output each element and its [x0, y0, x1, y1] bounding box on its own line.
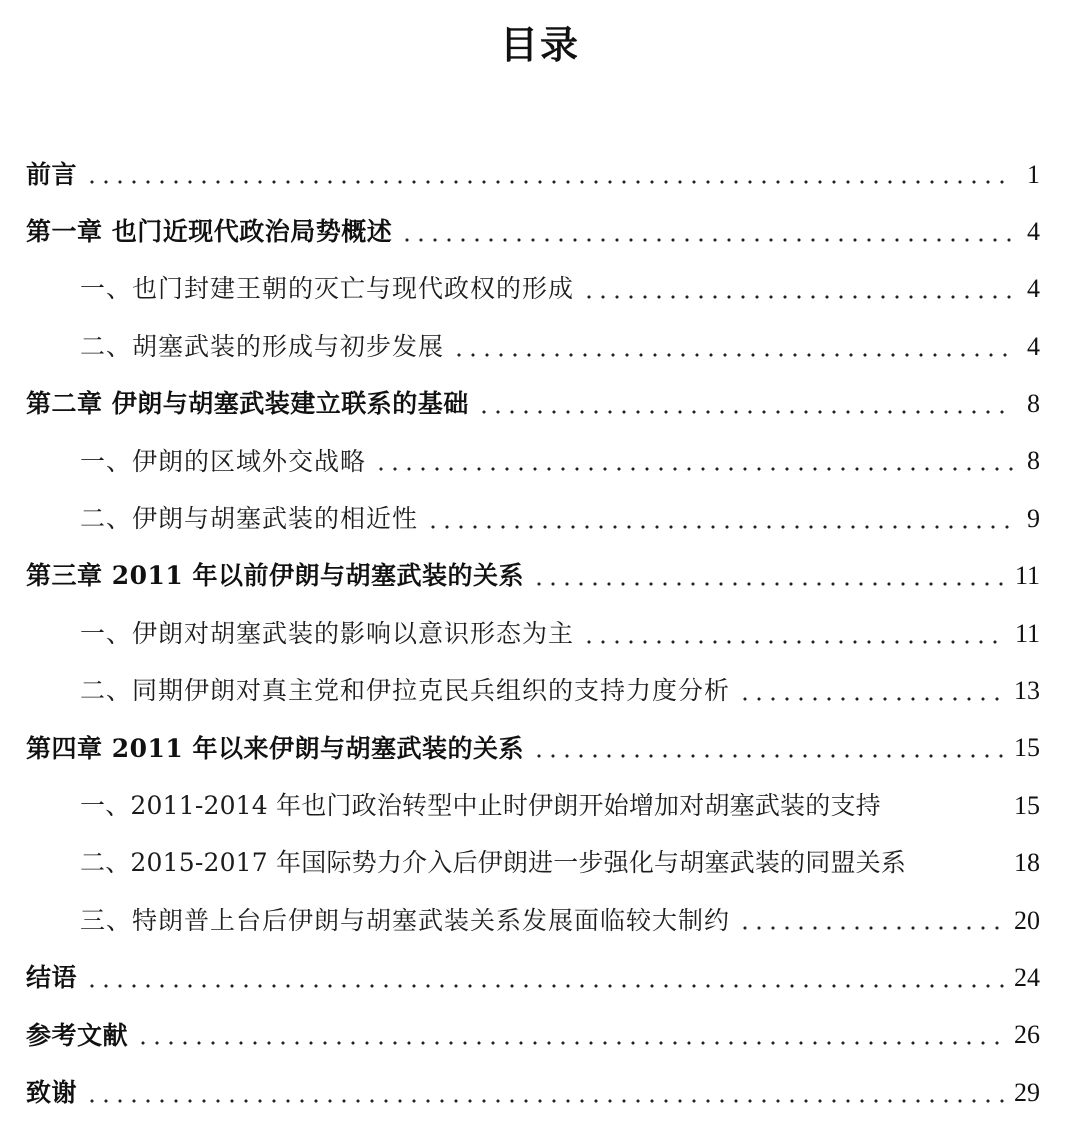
dot-leader: [452, 352, 1014, 358]
toc-entry-chapter-4: [26, 714, 1040, 771]
toc-page-number: 13: [1014, 676, 1040, 706]
dot-leader: [400, 237, 1014, 243]
dot-leader: [426, 524, 1014, 530]
dot-leader: [85, 179, 1014, 185]
toc-entry-references: [26, 1001, 1040, 1058]
toc-page-number: 15: [1014, 733, 1040, 763]
toc-entry-section-3-2: [26, 657, 1040, 714]
dot-leader: [477, 409, 1014, 415]
dot-leader: [914, 868, 1006, 874]
toc-entry-section-2-2: [26, 484, 1040, 541]
toc-entry-label: 致谢: [26, 1077, 78, 1107]
toc-page-number: 4: [1027, 216, 1040, 246]
toc-page-number: 9: [1027, 503, 1040, 533]
toc-entry-section-3-1: [26, 599, 1040, 656]
dot-leader: [532, 753, 1006, 759]
dot-leader: [582, 639, 1007, 645]
toc-entry-conclusion: [26, 943, 1040, 1000]
toc-entry-section-2-1: [26, 427, 1040, 484]
toc-page-number: 18: [1014, 848, 1040, 878]
toc-entry-section-1-2: [26, 312, 1040, 369]
toc-entry-label: 一、伊朗对胡塞武装的影响以意识形态为主: [80, 618, 575, 648]
toc-page-number: 8: [1027, 389, 1040, 419]
dot-leader: [582, 294, 1014, 300]
toc-entry-chapter-2: [26, 370, 1040, 427]
toc-entry-section-4-3: [26, 886, 1040, 943]
toc-entry-chapter-1: [26, 197, 1040, 254]
toc-entry-section-4-2: [26, 829, 1040, 886]
toc-entry-acknowledgements: [26, 1058, 1040, 1115]
toc-page-number: 15: [1014, 790, 1040, 820]
toc-page-number: 29: [1014, 1077, 1040, 1107]
toc-entry-label: 一、也门封建王朝的灭亡与现代政权的形成: [80, 274, 575, 304]
toc-entry-label: 前言: [26, 159, 78, 189]
toc-entry-label: 第一章 也门近现代政治局势概述: [26, 217, 393, 247]
toc-entry-label: 二、2015-2017 年国际势力介入后伊朗进一步强化与胡塞武装的同盟关系: [80, 848, 907, 878]
toc-entry-label: 第二章 伊朗与胡塞武装建立联系的基础: [26, 389, 469, 419]
toc-entry-label: 一、伊朗的区域外交战略: [80, 446, 367, 476]
toc-page-number: 11: [1014, 561, 1040, 591]
toc-page-number: 8: [1027, 446, 1040, 476]
dot-leader: [85, 983, 1006, 989]
toc-entry-preface: [26, 140, 1040, 197]
toc-entry-label: 二、伊朗与胡塞武装的相近性: [80, 503, 419, 533]
toc-page-number: 26: [1014, 1020, 1040, 1050]
toc-entry-label: 三、特朗普上台后伊朗与胡塞武装关系发展面临较大制约: [80, 905, 731, 935]
toc-entry-label: 二、同期伊朗对真主党和伊拉克民兵组织的支持力度分析: [80, 676, 731, 706]
toc-page-number: 4: [1027, 274, 1040, 304]
dot-leader: [738, 925, 1006, 931]
toc-page-number: 20: [1014, 905, 1040, 935]
toc-page-number: 11: [1014, 618, 1040, 648]
dot-leader: [889, 811, 1006, 817]
toc-entry-label: 一、2011-2014 年也门政治转型中止时伊朗开始增加对胡塞武装的支持: [80, 790, 881, 820]
dot-leader: [738, 696, 1006, 702]
toc-entry-label: 二、胡塞武装的形成与初步发展: [80, 331, 445, 361]
toc-entry-chapter-3: [26, 542, 1040, 599]
dot-leader: [532, 581, 1007, 587]
page-title: 目录: [499, 22, 580, 67]
table-of-contents: [26, 140, 1040, 1116]
dot-leader: [85, 1098, 1006, 1104]
dot-leader: [374, 466, 1014, 472]
toc-entry-section-4-1: [26, 771, 1040, 828]
dot-leader: [136, 1040, 1006, 1046]
toc-entry-label: 结语: [26, 963, 78, 993]
toc-entry-label: 第三章 2011 年以前伊朗与胡塞武装的关系: [26, 561, 524, 591]
toc-page-number: 24: [1014, 962, 1040, 992]
toc-page-number: 1: [1027, 159, 1040, 189]
toc-entry-section-1-1: [26, 255, 1040, 312]
toc-entry-label: 参考文献: [26, 1020, 129, 1050]
toc-entry-label: 第四章 2011 年以来伊朗与胡塞武装的关系: [26, 733, 524, 763]
toc-page-number: 4: [1027, 331, 1040, 361]
